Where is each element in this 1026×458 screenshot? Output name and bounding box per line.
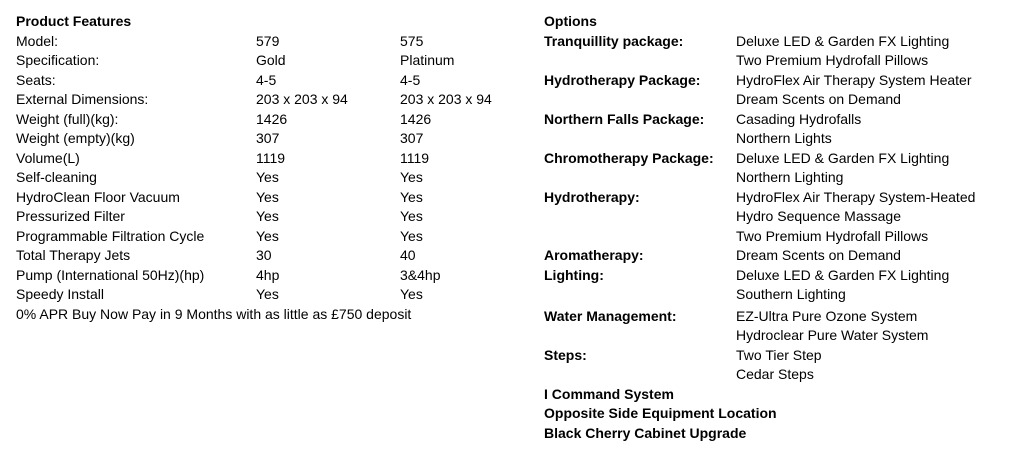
feature-row-pressurized-filter	[16, 207, 516, 227]
option-extra-cabinet-upgrade: Black Cherry Cabinet Upgrade	[544, 424, 747, 441]
feature-row-therapy-jets	[16, 246, 516, 266]
feature-value-575: 1426	[400, 110, 432, 127]
option-item: Two Premium Hydrofall Pillows	[736, 227, 929, 244]
feature-value-575: Platinum	[400, 52, 455, 68]
option-item: Cedar Steps	[736, 366, 814, 382]
feature-value-575: Yes	[400, 169, 423, 185]
feature-label: HydroClean Floor Vacuum	[16, 188, 180, 205]
feature-value-579: 4-5	[256, 71, 277, 88]
option-group-label: Steps:	[544, 346, 587, 363]
option-item: Dream Scents on Demand	[736, 91, 901, 107]
feature-value-579: 1119	[256, 149, 286, 166]
feature-label: Programmable Filtration Cycle	[16, 227, 205, 244]
option-item: Hydro Sequence Massage	[736, 208, 901, 224]
option-item-row	[544, 365, 1014, 385]
option-group-label: Hydrotherapy:	[544, 188, 640, 205]
option-item: HydroFlex Air Therapy System-Heated	[736, 188, 976, 205]
option-item: Deluxe LED & Garden FX Lighting	[736, 149, 950, 166]
option-group-tranquillity	[544, 32, 1014, 52]
feature-value-575: 1119	[400, 149, 430, 166]
feature-value-579: Gold	[256, 52, 286, 68]
options-title: Options	[544, 13, 597, 29]
feature-label: Weight (full)(kg):	[16, 110, 119, 127]
feature-label: Speedy Install	[16, 286, 104, 302]
feature-row-filtration-cycle	[16, 227, 516, 247]
feature-label: Pressurized Filter	[16, 208, 125, 224]
feature-row-weight-empty	[16, 129, 516, 149]
feature-row-self-cleaning	[16, 168, 516, 188]
feature-label: Seats:	[16, 71, 56, 88]
option-extra-i-command: I Command System	[544, 385, 674, 402]
option-item: Deluxe LED & Garden FX Lighting	[736, 266, 950, 283]
feature-row-specification	[16, 51, 516, 71]
option-item-row	[544, 227, 1014, 247]
feature-value-579: 1426	[256, 110, 288, 127]
option-item: Hydroclear Pure Water System	[736, 327, 929, 343]
option-item: Northern Lighting	[736, 169, 844, 185]
feature-value-579: 4hp	[256, 266, 280, 283]
feature-value-575: 4-5	[400, 71, 421, 88]
option-group-label: Hydrotherapy Package:	[544, 71, 701, 88]
feature-label: Volume(L)	[16, 149, 80, 166]
feature-row-weight-full	[16, 110, 516, 130]
feature-value-579: Yes	[256, 208, 279, 224]
feature-label: External Dimensions:	[16, 91, 149, 107]
option-item: HydroFlex Air Therapy System Heater	[736, 71, 972, 88]
option-item: Two Premium Hydrofall Pillows	[736, 52, 929, 68]
option-item: Dream Scents on Demand	[736, 247, 901, 263]
feature-row-seats	[16, 71, 516, 91]
feature-value-575: 3&4hp	[400, 266, 441, 283]
feature-value-575: Yes	[400, 188, 423, 205]
feature-label: Weight (empty)(kg)	[16, 130, 135, 146]
feature-value-579: 203 x 203 x 94	[256, 91, 348, 107]
option-group-steps	[544, 346, 1014, 366]
feature-value-575: 40	[400, 247, 416, 263]
option-group-northern-falls	[544, 110, 1014, 130]
option-item-row	[544, 326, 1014, 346]
feature-value-575: 203 x 203 x 94	[400, 91, 492, 107]
feature-value-579: Yes	[256, 169, 279, 185]
option-item-row	[544, 285, 1014, 305]
option-group-label: Chromotherapy Package:	[544, 149, 714, 166]
feature-label: Model:	[16, 32, 59, 49]
feature-label: Pump (International 50Hz)(hp)	[16, 266, 205, 283]
product-features-title: Product Features	[16, 13, 132, 29]
option-item: Casading Hydrofalls	[736, 110, 862, 127]
option-item-row	[544, 129, 1014, 149]
feature-row-model	[16, 32, 516, 52]
option-group-label: Tranquillity package:	[544, 32, 684, 49]
product-features-panel	[16, 12, 516, 324]
feature-value-579: Yes	[256, 286, 279, 302]
feature-row-dimensions	[16, 90, 516, 110]
feature-value-575: Yes	[400, 208, 423, 224]
feature-row-speedy-install	[16, 285, 516, 305]
option-group-chromotherapy	[544, 149, 1014, 169]
feature-value-579: 307	[256, 130, 280, 146]
option-group-label: Lighting:	[544, 266, 604, 283]
feature-label: Self-cleaning	[16, 169, 97, 185]
feature-row-pump	[16, 266, 516, 286]
finance-note: 0% APR Buy Now Pay in 9 Months with as little as £750 deposit	[16, 305, 412, 322]
option-item: Two Tier Step	[736, 346, 822, 363]
options-panel	[544, 12, 1014, 443]
feature-row-floor-vacuum	[16, 188, 516, 208]
option-item: Deluxe LED & Garden FX Lighting	[736, 32, 950, 49]
option-item: EZ-Ultra Pure Ozone System	[736, 307, 918, 324]
feature-label: Total Therapy Jets	[16, 247, 131, 263]
option-group-lighting	[544, 266, 1014, 286]
feature-row-volume	[16, 149, 516, 169]
option-group-hydrotherapy	[544, 188, 1014, 208]
option-item-row	[544, 168, 1014, 188]
option-group-label: Aromatherapy:	[544, 247, 644, 263]
feature-value-575: Yes	[400, 227, 423, 244]
option-item-row	[544, 90, 1014, 110]
feature-value-575: 575	[400, 32, 424, 49]
feature-label: Specification:	[16, 52, 100, 68]
feature-value-579: Yes	[256, 188, 279, 205]
option-item: Southern Lighting	[736, 286, 846, 302]
option-group-hydrotherapy-package	[544, 71, 1014, 91]
option-group-label: Northern Falls Package:	[544, 110, 705, 127]
feature-value-579: Yes	[256, 227, 279, 244]
option-group-label: Water Management:	[544, 307, 677, 324]
feature-value-579: 579	[256, 32, 280, 49]
feature-value-575: Yes	[400, 286, 423, 302]
feature-value-579: 30	[256, 247, 272, 263]
option-item: Northern Lights	[736, 130, 832, 146]
option-group-water-management	[544, 307, 1014, 327]
option-extra-equipment-location: Opposite Side Equipment Location	[544, 405, 777, 421]
option-item-row	[544, 207, 1014, 227]
option-item-row	[544, 51, 1014, 71]
feature-value-575: 307	[400, 130, 424, 146]
option-group-aromatherapy	[544, 246, 1014, 266]
